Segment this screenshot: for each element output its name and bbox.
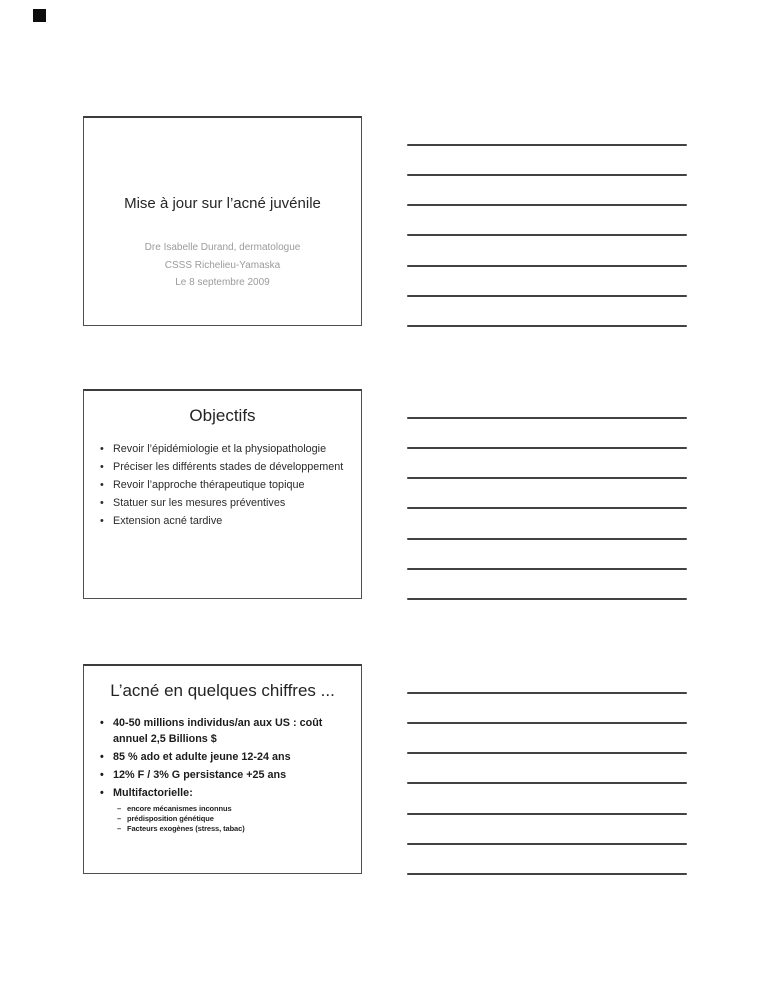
note-line [407,538,687,540]
bullet-item [100,496,348,512]
note-line [407,447,687,449]
note-line [407,477,687,479]
slide-1-thumbnail [83,116,362,326]
note-line [407,752,687,754]
note-line [407,692,687,694]
note-line [407,782,687,784]
bullet-dot-icon: • [100,786,104,799]
bullet-text: Revoir l’approche thérapeutique topique [113,479,305,491]
bullet-item [100,460,348,476]
sub-bullet-text: encore mécanismes inconnus [127,803,232,813]
bullet-dot-icon: • [100,750,104,763]
bullet-item [100,514,348,530]
bullet-item [100,478,348,494]
bullet-text: Multifactorielle: [113,786,193,799]
slide-row-3 [0,664,768,874]
dash-icon: – [117,803,122,813]
slide-2-title: Objectifs [189,406,256,425]
sub-bullet-text: prédisposition génétique [127,813,214,823]
sub-bullet-item [117,824,355,833]
bullet-item [100,716,348,747]
note-line [407,204,687,206]
note-line [407,144,687,146]
slide-3-thumbnail [83,664,362,874]
dash-icon: – [117,813,122,823]
notes-column-3 [407,692,687,875]
sub-bullet-text: Facteurs exogènes (stress, tabac) [127,823,245,833]
note-line [407,813,687,815]
sub-bullet-list [117,804,355,833]
note-line [407,722,687,724]
bullet-text: 40-50 millions individus/an aux US : coût annuel 2,5 Billions $ [113,717,323,745]
bullet-text: Statuer sur les mesures préventives [113,497,286,509]
bullet-list [100,716,355,801]
note-line [407,417,687,419]
sub-bullet-item [117,814,355,823]
bullet-dot-icon: • [100,768,104,781]
subtitle-line: Dre Isabelle Durand, dermatologue [144,242,301,253]
note-line [407,568,687,570]
bullet-item [100,786,348,802]
notes-column-2 [407,417,687,600]
slide-1-subtitle [84,239,361,292]
bullet-dot-icon: • [100,497,104,509]
slide-1-title: Mise à jour sur l’acné juvénile [124,195,321,212]
bullet-dot-icon: • [100,717,104,729]
bullet-dot-icon: • [100,479,104,491]
bullet-item [100,750,348,766]
note-line [407,234,687,236]
slide-row-2 [0,389,768,599]
note-line [407,174,687,176]
bullet-dot-icon: • [100,515,104,527]
note-line [407,843,687,845]
subtitle-line: Le 8 septembre 2009 [175,277,270,288]
bullet-dot-icon: • [100,461,104,473]
bullet-list [100,442,355,530]
dash-icon: – [117,823,122,833]
note-line [407,295,687,297]
note-line [407,507,687,509]
bullet-item [100,768,348,784]
corner-marker [33,9,46,22]
bullet-text: 12% F / 3% G persistance +25 ans [113,768,287,781]
bullet-text: Extension acné tardive [113,515,223,527]
slide-3-title: L’acné en quelques chiffres ... [110,681,335,700]
bullet-item [100,442,348,458]
note-line [407,598,687,600]
note-line [407,873,687,875]
slide-row-1 [0,116,768,326]
sub-bullet-item [117,804,355,813]
bullet-dot-icon: • [100,443,104,455]
note-line [407,265,687,267]
bullet-text: 85 % ado et adulte jeune 12-24 ans [113,750,291,763]
notes-column-1 [407,144,687,327]
bullet-text: Préciser les différents stades de développement [113,461,344,473]
note-line [407,325,687,327]
bullet-text: Revoir l’épidémiologie et la physiopathologie [113,443,327,455]
slide-2-thumbnail [83,389,362,599]
subtitle-line: CSSS Richelieu-Yamaska [164,259,281,271]
